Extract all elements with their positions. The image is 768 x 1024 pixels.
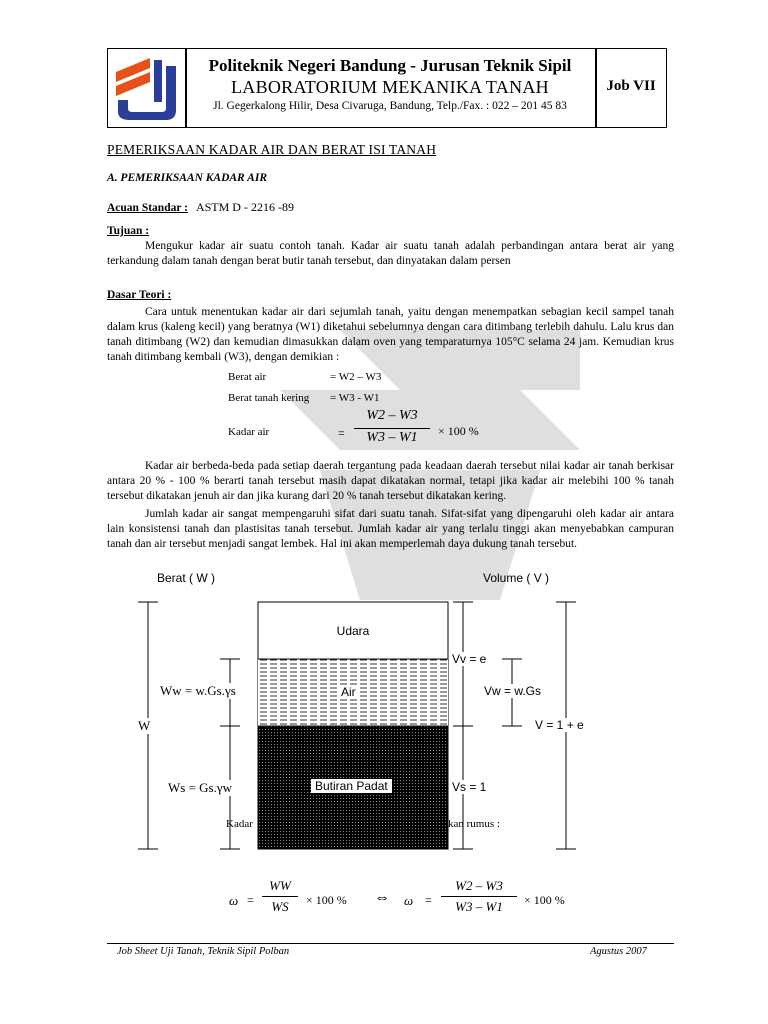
acuan-standar	[107, 198, 294, 216]
eq-denominator: W3 – W1	[366, 430, 418, 445]
volume-axis-label: Volume ( V )	[483, 571, 550, 585]
acuan-value: ASTM D - 2216 -89	[195, 200, 294, 214]
tujuan-text: Mengukur kadar air suatu contoh tanah. Kadar air suatu tanah adalah perbandingan antara berat air yang terkandung dalam tanah dengan berat butir tanah tersebut, dan dinyatakan dalam persen	[107, 240, 674, 267]
institution-name: Politeknik Negeri Bandung - Jurusan Teknik Sipil	[208, 56, 572, 75]
fraction-bar	[441, 896, 517, 897]
eq-berat-kering-value: = W3 - W1	[330, 392, 380, 404]
eq-berat-air-label: Berat air	[228, 371, 267, 383]
eq-equals: =	[338, 426, 345, 440]
udara-label: Udara	[336, 624, 370, 638]
dasar-para-2: Kadar air berbeda-beda pada setiap daerah tergantung pada keadaan daerah tersebut nilai kadar air tanah berkisar antara 20 % - 100 % berarti tanah tersebut masih dapat dikatakan normal, tetapi jika kadar air melebihi 100 % tanah tersebut dikatakan jenuh air dan jika kurang dari 20 % tanah tersebut dikatakan kering.	[107, 460, 674, 502]
iff-arrow-icon: ⇔	[374, 889, 390, 906]
final-den1: WS	[271, 899, 289, 914]
final-times-100: × 100 %	[524, 893, 565, 907]
vv-label: Vv = e	[452, 652, 487, 666]
lab-name: LABORATORIUM MEKANIKA TANAH	[230, 77, 549, 97]
job-number: Job VII	[606, 78, 656, 94]
footer-left: Job Sheet Uji Tanah, Teknik Sipil Polban	[117, 946, 290, 957]
eq-numerator: W2 – W3	[366, 408, 418, 423]
final-times-100: × 100 %	[306, 893, 347, 907]
eq-berat-air-value: = W2 – W3	[330, 371, 382, 383]
ws-label: Ws = Gs.γw	[168, 780, 232, 795]
vw-label: Vw = w.Gs	[484, 684, 542, 698]
fraction-bar	[354, 428, 430, 429]
berat-axis-label: Berat ( W )	[157, 571, 216, 585]
final-equals: =	[247, 893, 254, 907]
acuan-label: Acuan Standar :	[107, 202, 188, 214]
dasar-teori-label: Dasar Teori :	[107, 289, 172, 301]
polban-logo-icon	[110, 54, 182, 124]
lab-address: Jl. Gegerkalong Hilir, Desa Civaruga, Bandung, Telp./Fax. : 022 – 201 45 83	[213, 100, 567, 112]
eq-times-100: × 100 %	[438, 424, 479, 438]
v-total-label: V = 1 + e	[535, 718, 584, 732]
omega-symbol: ω	[404, 893, 414, 908]
final-num1: WW	[269, 878, 291, 893]
dasar-para-3: Jumlah kadar air sangat mempengaruhi sifat dari suatu tanah. Sifat-sifat yang dipengaruhi oleh kadar air antara lain konsistensi tanah dan plastisitas tanah tersebut. Jumlah kadar air yang terlalu tinggi akan menyebabkan campuran tanah dan air tersebut menjadi sangat lembek. Hal ini akan memperlemah daya dukung tanah tersebut.	[107, 508, 674, 550]
final-equals: =	[425, 893, 432, 907]
butiran-padat-label: Butiran Padat	[311, 779, 392, 793]
final-num2: W2 – W3	[455, 878, 503, 893]
footer-divider	[107, 943, 674, 944]
omega-symbol: ω	[229, 893, 239, 908]
tujuan-label: Tujuan :	[107, 225, 150, 237]
vs-label: Vs = 1	[452, 780, 487, 794]
air-label: Air	[337, 685, 360, 699]
section-heading: A. PEMERIKSAAN KADAR AIR	[107, 172, 267, 184]
page-title: PEMERIKSAAN KADAR AIR DAN BERAT ISI TANAH	[107, 142, 437, 157]
kadar-text-right: kan rumus :	[448, 818, 500, 830]
final-den2: W3 – W1	[455, 899, 503, 914]
w-label: W	[138, 718, 151, 733]
eq-kadar-air-label: Kadar air	[228, 426, 270, 438]
kadar-text-left: Kadar	[226, 818, 253, 830]
dasar-para-1: Cara untuk menentukan kadar air dari sejumlah tanah, yaitu dengan menempatkan sebagian kecil sampel tanah dalam krus (kaleng kecil) yang beratnya (W1) diketahui sebelumnya dengan cara ditimbang terlebih dahulu. Lalu krus dan tanah ditimbang (W2) dan kemudian dimasukkan dalam oven yang temparaturnya 105°C selama 24 jam. Kemudian krus tanah ditimbang kembali (W3), dengan demikian :	[107, 306, 674, 363]
phase-diagram	[0, 566, 768, 866]
eq-berat-kering-label: Berat tanah kering	[228, 392, 310, 404]
ww-label: Ww = w.Gs.γs	[160, 683, 236, 698]
footer-right: Agustus 2007	[590, 946, 647, 957]
fraction-bar	[262, 896, 298, 897]
